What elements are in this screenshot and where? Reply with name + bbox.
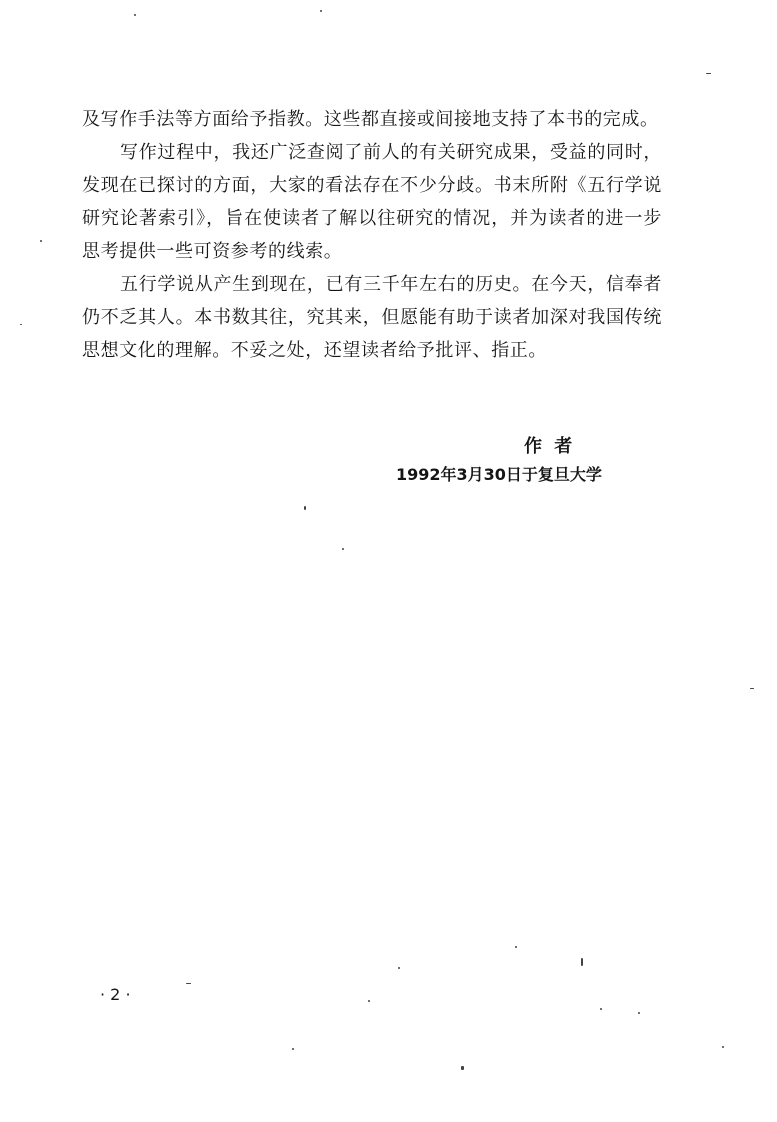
scan-speck — [368, 1000, 370, 1002]
scan-speck — [515, 946, 517, 948]
scan-speck — [461, 1066, 464, 1070]
scan-speck — [304, 506, 306, 510]
scan-speck — [722, 1046, 724, 1048]
scan-speck — [186, 983, 191, 984]
scan-speck — [398, 967, 400, 969]
scan-speck — [750, 688, 754, 689]
scan-speck — [292, 1048, 294, 1050]
scan-speck — [134, 14, 136, 16]
scan-speck — [581, 958, 583, 966]
scan-speck — [706, 73, 711, 74]
scan-speck — [320, 10, 322, 12]
paragraph-acknowledgement-end: 及写作手法等方面给予指教。这些都直接或间接地支持了本书的完成。 — [82, 109, 659, 130]
body-text — [82, 103, 662, 367]
date-and-place: 1992年3月30日于复旦大学 — [396, 465, 602, 484]
scan-speck — [40, 240, 42, 242]
scan-speck — [342, 548, 344, 550]
scan-speck — [600, 1008, 602, 1010]
author-signature: 作 者 — [524, 436, 576, 457]
page-number: · 2 · — [100, 985, 131, 1004]
paragraph-research-references: 写作过程中，我还广泛查阅了前人的有关研究成果，受益的同时，发现在已探讨的方面，大家的看法存在不少分歧。书末所附《五行学说研究论著索引》，旨在使读者了解以往研究的情况，并为读者的进一步思考提供一些可资参考的线索。 — [82, 142, 662, 262]
paragraph-closing-remarks: 五行学说从产生到现在，已有三千年左右的历史。在今天，信奉者仍不乏其人。本书数其往，究其来，但愿能有助于读者加深对我国传统思想文化的理解。不妥之处，还望读者给予批评、指正。 — [82, 274, 662, 361]
scan-speck — [20, 324, 22, 325]
scan-speck — [638, 1012, 640, 1014]
